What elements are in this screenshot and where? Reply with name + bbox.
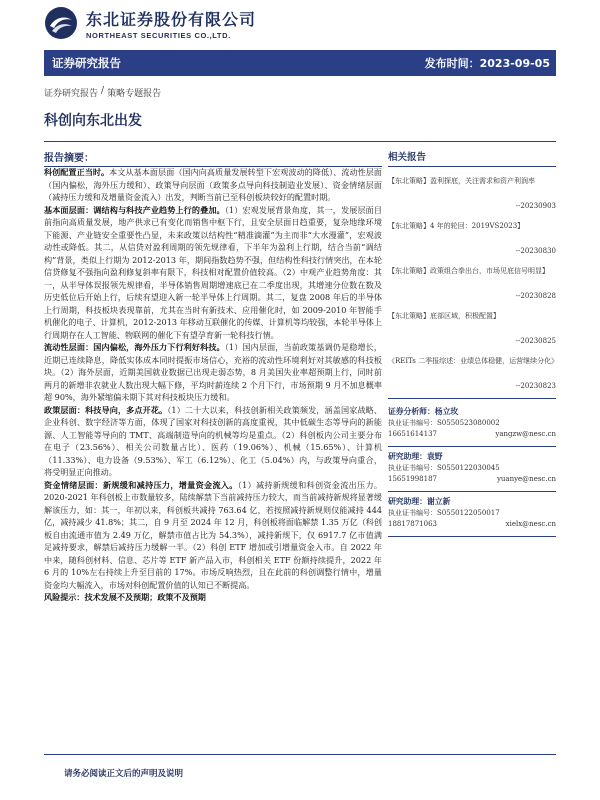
related-report-date: --20230903 (515, 202, 556, 210)
paragraph-text: （1）减持新规缓和科创资金流出压力。2020-2021 年科创板上市数量较多，陆续解禁下当前减持压力较大，而当前减持新规将显著缓解该压力，如：其一，年初以来，科创板共减持 763.64 亿，若按照减持新规则仅能减持 444 亿，减持减少 41.8%；其二，自 9 月至 2024 年 12 月，科创板将面临解禁 1.35 万亿（科创板自由流通市值为 2.49 万亿，解禁市值占比为 54.3%），减持新规下，仅 6917.7 亿市值满足减持要求，解禁后减持压力缓解一半。（2）科创 ETF 增加或引增量资金入市。自 2022 年中来，随科创材料、信息、芯片等 ETF 新产品入市，科创相关 ETF 份额持续提升，2022 年 6 月的 10%左右持续上升至目前的 17%。市场反响热烈，且在此前的科创调整行情中，增量资金均大幅流入，市场对科创配置价值的认知已不断提高。 (44, 479, 382, 590)
paragraph-text: （1）二十大以来，科技创新相关政策频发，涵盖国家战略、企业科创、数字经济等方面，体现了国家对科技创新的高度重视，其中低碳生态等导向的新能源、人工智能等导向的 TMT、高端制造导向的机械等均是重点。（2）科创板内公司主要分布在电子（23.56%）、相关公司数量占比）、医药（19.06%）、机械（15.65%）、计算机（11.33%）、电力设备（9.53%）、军工（6.12%）、化工（5.04%）内，与政策导向重合，将受明显正向推动。 (44, 404, 382, 477)
paragraph-lead: 基本面层面：调结构与科技产业趋势上行的叠加。 (44, 204, 225, 215)
analyst-role: 研究助理： (388, 497, 427, 506)
analyst-email[interactable]: yuanye@nesc.cn (496, 475, 556, 483)
license-label: 执业证书编号： (388, 509, 437, 517)
related-report-title: 【东北策略】4 年的轮回：2019VS2023】 (388, 222, 525, 230)
header-bar (44, 50, 556, 76)
analyst-phone: 15651998187 (388, 475, 437, 483)
paragraph-lead: 流动性层面：国内偏松，海外压力下行利好科技。 (44, 342, 225, 352)
analyst-role: 研究助理： (388, 452, 427, 461)
analyst-email[interactable]: xielx@nesc.cn (505, 520, 556, 528)
logo-icon (44, 6, 78, 40)
analyst-phone: 16651614137 (388, 430, 437, 438)
paragraph-lead: 风险提示：技术发展不及预期；政策不及预期 (44, 592, 206, 602)
license-label: 执业证书编号： (388, 419, 437, 427)
related-report-title: 【东北策略】盈利探底，关注需求和资产利润率 (388, 177, 535, 185)
analyst-card (388, 402, 556, 447)
related-report-item[interactable] (388, 176, 556, 212)
related-report-item[interactable] (388, 266, 556, 302)
publish-date: 发布时间：2023-09-05 (424, 57, 550, 70)
analyst-list (388, 402, 556, 537)
analyst-name: 袁野 (426, 452, 443, 461)
related-report-title: 《REITs 二季报综述：业绩总体稳健，运营继续分化》 (388, 357, 559, 365)
divider (44, 141, 556, 142)
related-report-date: --20230830 (515, 247, 556, 255)
summary-paragraph (44, 404, 382, 479)
analyst-name: 谢立新 (426, 497, 451, 506)
related-report-item[interactable] (388, 356, 559, 392)
related-report-date: --20230828 (515, 292, 556, 300)
paragraph-text: （1）宏观发展背景角度，其一，发展层面目前指向高质量发展，地产供求已有变化而销售中枢下行，且安全层面日趋重要，复杂地缘环境下能源、产业链安全重要性凸显，未来政策以结构性“精准滴灌”为主而非“大水漫灌”，宏观波动性或降低。其二，从信贷对盈利周期的领先规律看，下半年为盈利上行期，结合当前“调结构”背景，类似上行期为 2012-2013 年，期间指数趋势不强，但结构性科技行情突出，在本轮信贷修复不强指向盈利修复斜率有限下，科技相对配置价值较高。（2）中观产业趋势角度：其一，从半导体误报领先规律看，半导体销售周期增速底已在二季度出现，其增速分位数在数及历史低位后开始上行，后续有望迎入新一轮半导体上行周期。其二，复盘 2008 年后的半导体上行周期，科技板块表现靠前，尤其在当时有新技术、应用催化时，如 2009-2010 年智能手机催化的电子、计算机，2012-2013 年移动互联催化的传媒、计算机等均较强，本轮半导体上行周期存在人工智能、物联网的催化下有望孕育新一轮科技行情。 (44, 204, 382, 340)
summary-paragraph (44, 479, 382, 592)
breadcrumb (44, 86, 161, 99)
footer-divider (44, 754, 556, 755)
risk-warning (44, 591, 382, 604)
related-reports-list (388, 176, 559, 392)
footer-disclaimer: 请务必阅读正文后的声明及说明 (64, 769, 184, 779)
analyst-phone: 18817871063 (388, 520, 437, 528)
breadcrumb-item: 证券研究报告 (44, 89, 99, 99)
license-label: 执业证书编号： (388, 464, 437, 472)
document-title: 科创向东北出发 (44, 113, 142, 129)
paragraph-text: 本文从基本面层面（国内向高质量发展转型下宏观波动的降低）、流动性层面（国内偏松，海外压力缓和）、政策导向层面（政策多点导向科技制造业发展）、资金情绪层面（减持压力缓和及增量资金流入）出发，判断当前已至科创板块较好的配置时期。 (44, 167, 382, 202)
related-report-date: --20230823 (515, 382, 556, 390)
paragraph-lead: 科创配置正当时。 (44, 167, 110, 177)
analyst-role: 证券分析师： (388, 407, 435, 416)
breadcrumb-item: 策略专题报告 (107, 89, 162, 99)
related-report-title: 【东北策略】政策组合拳出台，市场见底信号明显】 (388, 267, 549, 275)
license-number: S0550122030045 (437, 464, 500, 472)
divider (388, 398, 556, 399)
summary-paragraph (44, 204, 382, 342)
breadcrumb-separator: / (101, 86, 105, 96)
report-type: 证券研究报告 (52, 56, 121, 70)
paragraph-text: （1）国内层面，当前政策基调仍是稳增长，近期已连续降息，降低实体成本同时提振市场信心，充裕的流动性环境利好对其敏感的科技板块。（2）海外层面，近期美国就业数据已出现走弱态势，8 月美国失业率超预期上行，同时前两月的新增非农就业人数出现大幅下修，平均时薪连续 2 个月下行，市场预期 9 月不加息概率超 90%，海外紧缩偏未期下其对科技板块压力缓和。 (44, 342, 382, 402)
related-report-title: 【东北策略】底部区域，积极配置】 (388, 312, 500, 320)
license-number: S0550122050017 (437, 509, 500, 517)
summary-heading: 报告摘要： (44, 149, 382, 167)
company-name-en: NORTHEAST SECURITIES CO.,LTD. (86, 30, 231, 40)
company-logo (44, 5, 256, 41)
sidebar (388, 149, 559, 537)
summary-body (44, 166, 382, 604)
related-report-date: --20230825 (515, 337, 556, 345)
paragraph-lead: 资金情绪层面：新规缓和减持压力，增量资金流入。 (44, 479, 238, 490)
license-number: S0550523080002 (437, 419, 500, 427)
related-reports-heading: 相关报告 (388, 149, 556, 167)
summary-paragraph (44, 341, 382, 404)
analyst-email[interactable]: yangzw@nesc.cn (495, 430, 556, 438)
analyst-name: 杨立玫 (434, 407, 459, 416)
summary-paragraph (44, 166, 382, 204)
analyst-card (388, 492, 556, 537)
related-report-item[interactable] (388, 311, 556, 347)
related-report-item[interactable] (388, 221, 556, 257)
paragraph-lead: 政策层面：科技导向，多点开花。 (44, 404, 168, 415)
company-name-cn: 东北证券股份有限公司 (86, 9, 257, 29)
analyst-card (388, 447, 556, 492)
